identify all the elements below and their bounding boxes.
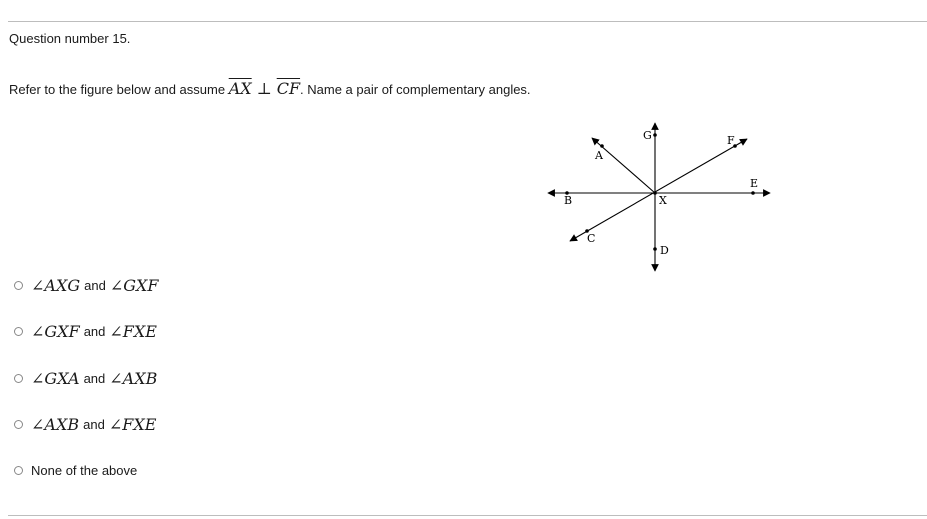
label-g: G <box>643 129 652 142</box>
radio-button[interactable] <box>14 281 23 290</box>
label-x: X <box>659 194 667 207</box>
question-number: Question number 15. <box>9 31 131 46</box>
option-label: None of the above <box>31 463 138 478</box>
answer-option-5[interactable] <box>14 463 137 478</box>
top-divider <box>8 21 927 22</box>
point-e <box>751 191 755 195</box>
question-prompt <box>9 79 531 98</box>
angle-first: ∠GXF <box>31 322 80 341</box>
angle-first: ∠AXB <box>31 415 80 434</box>
answer-option-3[interactable] <box>14 369 157 388</box>
perpendicular-symbol: ⊥ <box>256 79 272 98</box>
connector-text: and <box>84 278 106 293</box>
connector-text: and <box>83 417 105 432</box>
radio-button[interactable] <box>14 420 23 429</box>
label-f: F <box>727 134 735 147</box>
angle-second: ∠AXB <box>109 369 158 388</box>
geometry-figure <box>540 118 780 278</box>
point-a <box>600 144 604 148</box>
angle-second: ∠GXF <box>109 276 159 295</box>
segment-ax: $\overline{AX}$ <box>228 79 252 98</box>
connector-text: and <box>83 371 106 386</box>
point-g <box>653 133 657 137</box>
angle-first: ∠GXA <box>31 369 80 388</box>
angle-first: ∠AXG <box>31 276 81 295</box>
prompt-lead-text: Refer to the figure below and assume <box>9 82 226 97</box>
label-d: D <box>660 244 669 257</box>
label-b: B <box>564 194 573 207</box>
label-c: C <box>587 232 596 245</box>
point-x <box>653 191 657 195</box>
angle-second: ∠FXE <box>108 415 157 434</box>
label-e: E <box>750 177 759 190</box>
connector-text: and <box>83 324 106 339</box>
geometry-diagram <box>540 118 780 278</box>
segment-cf: $\overline{CF}$ <box>276 79 301 98</box>
answer-option-1[interactable] <box>14 276 159 295</box>
radio-button[interactable] <box>14 374 23 383</box>
point-d <box>653 247 657 251</box>
answer-option-4[interactable] <box>14 415 156 434</box>
prompt-tail-text: . Name a pair of complementary angles. <box>300 82 531 97</box>
radio-button[interactable] <box>14 327 23 336</box>
bottom-divider <box>8 515 927 516</box>
radio-button[interactable] <box>14 466 23 475</box>
answer-option-2[interactable] <box>14 322 157 341</box>
label-a: A <box>595 149 603 162</box>
angle-second: ∠FXE <box>109 322 157 341</box>
